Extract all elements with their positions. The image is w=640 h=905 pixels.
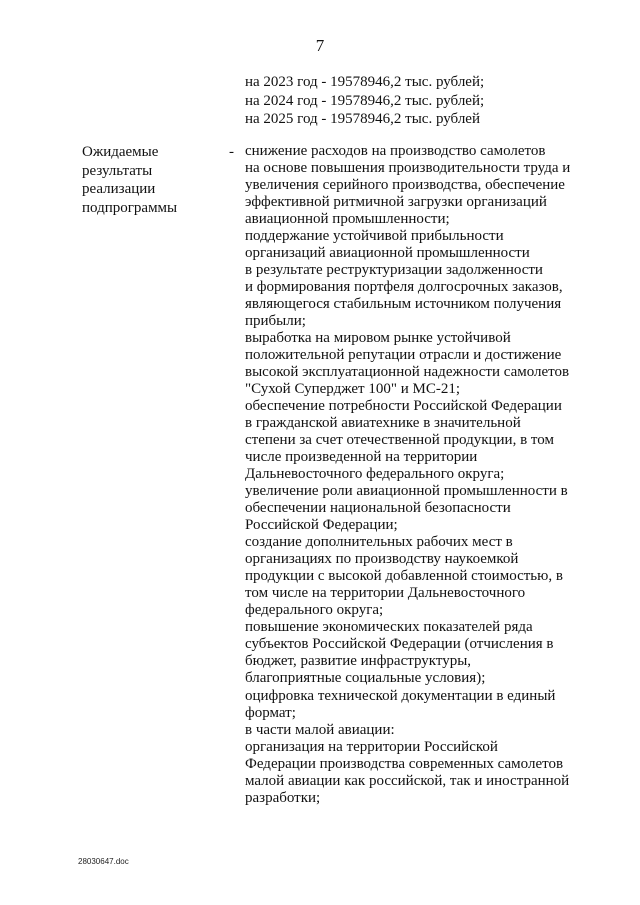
result-line: в результате реструктуризации задолженности xyxy=(245,262,543,279)
result-line: продукции с высокой добавленной стоимостью, в xyxy=(245,568,563,585)
result-line: числе произведенной на территории xyxy=(245,449,478,466)
document-code: 28030647.doc xyxy=(78,857,129,866)
budget-lines xyxy=(245,73,484,129)
result-line: выработка на мировом рынке устойчивой xyxy=(245,330,511,347)
row-label-line: подпрограммы xyxy=(82,199,178,216)
result-line: на основе повышения производительности труда и xyxy=(245,160,571,177)
row-label-line: результаты xyxy=(82,162,153,179)
result-line: организация на территории Российской xyxy=(245,738,498,755)
result-line: организациях по производству наукоемкой xyxy=(245,551,519,568)
result-line: поддержание устойчивой прибыльности xyxy=(245,228,504,245)
result-line: создание дополнительных рабочих мест в xyxy=(245,534,513,551)
result-line: положительной репутации отрасли и достижение xyxy=(245,347,562,364)
result-line: высокой эксплуатационной надежности самолетов xyxy=(245,364,570,381)
result-line: и формирования портфеля долгосрочных заказов, xyxy=(245,279,563,296)
result-line: обеспечение потребности Российской Федерации xyxy=(245,398,562,415)
result-line: в части малой авиации: xyxy=(245,721,395,738)
budget-line: на 2024 год - 19578946,2 тыс. рублей; xyxy=(245,92,485,109)
row-label-line: реализации xyxy=(82,181,156,197)
row-dash: - xyxy=(229,144,234,160)
result-line: бюджет, развитие инфраструктуры, xyxy=(245,653,472,670)
row-label-line: Ожидаемые xyxy=(82,144,159,160)
result-line: эффективной ритмичной загрузки организаций xyxy=(245,194,547,211)
result-line: обеспечении национальной безопасности xyxy=(245,500,511,517)
result-line: субъектов Российской Федерации (отчисления в xyxy=(245,636,554,653)
result-line: Федерации производства современных самолетов xyxy=(245,755,564,772)
expected-results-text xyxy=(245,143,585,807)
result-line: "Сухой Суперджет 100" и МС-21; xyxy=(245,381,460,398)
result-line: прибыли; xyxy=(245,313,306,330)
result-line: формат; xyxy=(245,704,296,721)
result-line: в гражданской авиатехнике в значительной xyxy=(245,415,521,432)
result-line: увеличения серийного производства, обеспечение xyxy=(245,177,565,194)
result-line: организаций авиационной промышленности xyxy=(245,245,530,262)
result-line: Российской Федерации; xyxy=(245,517,398,534)
result-line: увеличение роли авиационной промышленности в xyxy=(245,483,568,500)
result-line: степени за счет отечественной продукции, в том xyxy=(245,432,554,449)
budget-line: на 2025 год - 19578946,2 тыс. рублей xyxy=(245,111,480,127)
result-line: снижение расходов на производство самолетов xyxy=(245,143,546,159)
result-line: оцифровка технической документации в единый xyxy=(245,687,556,704)
result-line: том числе на территории Дальневосточного xyxy=(245,585,526,602)
budget-line: на 2023 год - 19578946,2 тыс. рублей; xyxy=(245,74,485,90)
row-label-expected-results xyxy=(82,143,222,217)
result-line: авиационной промышленности; xyxy=(245,211,450,228)
result-line: Дальневосточного федерального округа; xyxy=(245,466,505,483)
result-line: малой авиации как российской, так и иностранной xyxy=(245,772,570,789)
result-line: благоприятные социальные условия); xyxy=(245,670,486,687)
result-line: повышение экономических показателей ряда xyxy=(245,619,533,636)
page-number: 7 xyxy=(315,36,325,55)
result-line: федерального округа; xyxy=(245,602,384,619)
result-line: разработки; xyxy=(245,789,321,806)
result-line: являющегося стабильным источником получения xyxy=(245,296,562,313)
